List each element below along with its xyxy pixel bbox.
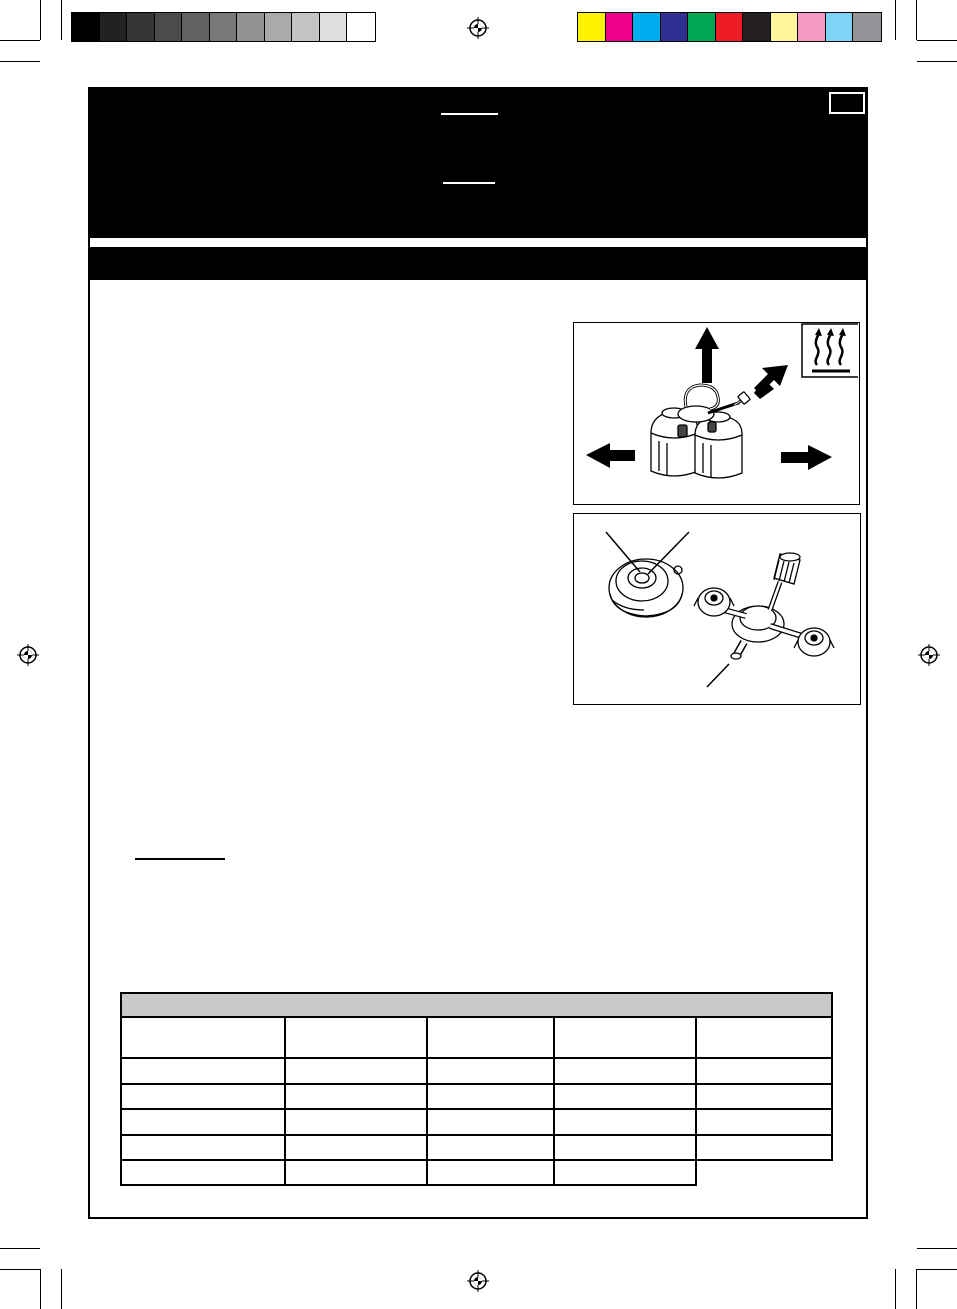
- color-swatch: [853, 13, 881, 41]
- hot-surface-icon: [802, 324, 858, 377]
- arrow-right-icon: [781, 445, 832, 470]
- color-swatch: [716, 13, 744, 41]
- gray-swatch: [265, 13, 293, 41]
- color-swatch: [826, 13, 854, 41]
- table-rule: [284, 1017, 286, 1186]
- color-swatch: [688, 13, 716, 41]
- arrow-diagonal-icon: [754, 365, 788, 399]
- grayscale-color-bar: [71, 12, 376, 42]
- note-heading-underline: [135, 858, 225, 860]
- gray-swatch: [210, 13, 238, 41]
- crop-mark-tl-h2: [0, 61, 40, 62]
- table-rule: [120, 1057, 833, 1059]
- manifold-regulator-drawing: [694, 553, 834, 687]
- header-banner: [88, 87, 868, 238]
- table-rule: [426, 1017, 428, 1186]
- color-swatch: [606, 13, 634, 41]
- crop-mark-bl-v: [40, 1269, 41, 1309]
- table-rule: [120, 1159, 833, 1161]
- crop-mark-br-h2: [917, 1269, 957, 1270]
- crop-mark-tr-v: [916, 0, 917, 40]
- table-rule: [120, 1083, 833, 1085]
- crop-mark-bl-h2: [0, 1269, 40, 1270]
- color-swatch: [798, 13, 826, 41]
- registration-mark-icon: [467, 1270, 489, 1292]
- header-title-underline: [441, 113, 498, 115]
- table-title-row: [120, 992, 833, 1018]
- cartridge-valve-drawing: [606, 532, 689, 617]
- crop-mark-br-h: [917, 1248, 957, 1249]
- process-color-bar: [577, 12, 882, 42]
- registration-mark-icon: [918, 644, 940, 666]
- gray-swatch: [347, 13, 375, 41]
- gas-cartridges-drawing: [651, 385, 750, 478]
- table-rule: [695, 1017, 697, 1186]
- section-title-band: [88, 247, 868, 280]
- color-swatch: [743, 13, 771, 41]
- table-rule: [120, 1184, 697, 1186]
- color-swatch: [578, 13, 606, 41]
- crop-mark-tl-h: [0, 40, 40, 41]
- table-rule: [120, 1108, 833, 1110]
- arrow-up-icon: [695, 327, 719, 383]
- crop-mark-tr-v2: [895, 0, 896, 40]
- gray-swatch: [292, 13, 320, 41]
- figure-cartridge-clearance: [573, 322, 860, 505]
- figure-valve-detail: [573, 513, 861, 705]
- gray-swatch: [155, 13, 183, 41]
- arrow-left-icon: [586, 443, 635, 468]
- color-swatch: [661, 13, 689, 41]
- color-swatch: [771, 13, 799, 41]
- crop-mark-tl-v: [40, 0, 41, 40]
- registration-mark-icon: [17, 644, 39, 666]
- color-swatch: [633, 13, 661, 41]
- crop-mark-br-v: [916, 1269, 917, 1309]
- crop-mark-tr-h2: [917, 61, 957, 62]
- registration-mark-icon: [467, 17, 489, 39]
- table-rule: [553, 1017, 555, 1186]
- crop-mark-br-v2: [895, 1269, 896, 1309]
- gray-swatch: [237, 13, 265, 41]
- gray-swatch: [320, 13, 348, 41]
- crop-mark-tr-h: [917, 40, 957, 41]
- crop-mark-bl-v2: [61, 1269, 62, 1309]
- table-rule: [831, 1017, 833, 1161]
- gray-swatch: [72, 13, 100, 41]
- gray-swatch: [100, 13, 128, 41]
- crop-mark-tl-v2: [61, 0, 62, 40]
- gray-swatch: [182, 13, 210, 41]
- table-rule: [120, 1017, 122, 1186]
- crop-mark-bl-h: [0, 1248, 40, 1249]
- language-code-box: [829, 92, 865, 114]
- table-rule: [120, 1134, 833, 1136]
- header-subtitle-underline: [443, 182, 495, 184]
- gray-swatch: [127, 13, 155, 41]
